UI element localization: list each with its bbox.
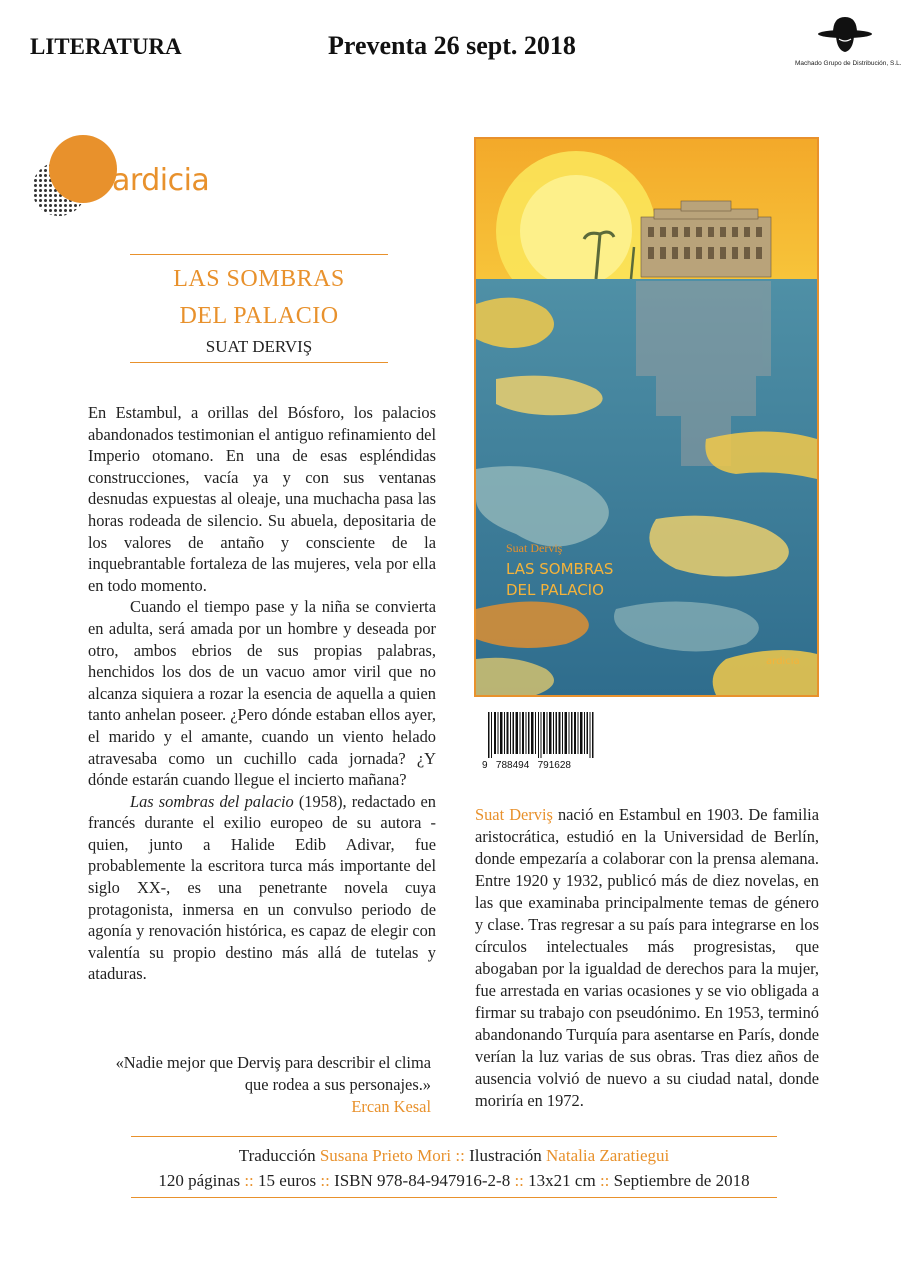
specs-line <box>131 1168 777 1193</box>
separator: :: <box>514 1171 524 1190</box>
cover-title <box>506 559 613 601</box>
synopsis-book-title: Las sombras del palacio <box>130 791 294 811</box>
isbn: ISBN 978-84-947916-2-8 <box>334 1171 511 1190</box>
release-date: Septiembre de 2018 <box>613 1171 750 1190</box>
cover-publisher: ardicia <box>766 656 800 667</box>
publisher-name: ardicia <box>112 163 210 198</box>
separator: :: <box>320 1171 330 1190</box>
quote-author: Ercan Kesal <box>351 1097 431 1116</box>
book-title-line1: LAS SOMBRAS <box>173 266 345 292</box>
price: 15 euros <box>258 1171 317 1190</box>
synopsis-paragraph-2: Cuando el tiempo pase y la niña se convierta en adulta, será amada por un hombre y deseada por otro, ambos ebrios de sus propias palabras, henchidos los dos de un vacuo amor viril que no alcanza siquiera a rozar la esencia de aquella a quien tanto anhelan poseer. ¿Pero dónde estaban ellos ayer, el marido y el amante, cuando un viento helado atravesaba como un cuchillo cada jornada? ¿Y dónde estarán cuando llegue el incierto mañana? <box>88 597 436 790</box>
illustrator-name: Natalia Zaratiegui <box>546 1146 670 1165</box>
barcode-bars <box>482 712 602 758</box>
synopsis <box>88 402 436 985</box>
credits-footer <box>131 1136 777 1198</box>
book-cover <box>474 137 819 697</box>
synopsis-paragraph-3 <box>88 791 436 985</box>
separator: :: <box>455 1146 465 1165</box>
barcode-digits: 9 788494 791628 <box>482 760 571 771</box>
synopsis-paragraph-3-text: (1958), redactado en francés durante el exilio europeo de su autora -quien, junto a Halide Edib Adivar, fue probablemente la escritora turca más importante del siglo XX-, es una penetrante novela cuya protagonista, inmersa en un convulso periodo de agonía y renovación histórica, es capaz de elegir con valentía su propio destino más allá de tutelas y ataduras. <box>88 791 436 984</box>
cover-title-line2: DEL PALACIO <box>506 581 604 599</box>
credits-line <box>131 1143 777 1168</box>
distributor-name: Machado Grupo de Distribución, S.L. <box>795 60 902 67</box>
distributor-logo <box>795 12 902 67</box>
publisher-logo <box>28 133 228 218</box>
author-bio <box>475 804 819 1112</box>
translator-name: Susana Prieto Mori <box>319 1146 452 1165</box>
bio-text: nació en Estambul en 1903. De familia aristocrática, estudió en la Universidad de Berlín, donde empezaría a colaborar con la prensa alemana. Entre 1920 y 1932, publicó más de diez novelas, en las que examinaba principalmente temas de género y clase. Tras regresar a su país para integrarse en los círculos intelectuales más progresistas, que abogaban por la igualdad de derechos para la mujer, fue arrestada en varias ocasiones y se vio obligada a firmar su trabajo con pseudónimo. En 1953, terminó abandonando Turquía para asentarse en París, donde verían la luz varias de sus obras. Tras diez años de ausencia volvió de nuevo a su ciudad natal, donde moriría en 1972. <box>475 805 819 1110</box>
synopsis-paragraph-1: En Estambul, a orillas del Bósforo, los palacios abandonados testimonian el antiguo refinamiento del Imperio otomano. En una de esas espléndidas construcciones, vacía ya y con sus ventanas desnudas expuestas al oleaje, una muchacha pasa las horas rodeada de silencio. Su abuela, depositaria de los valores de antaño y consciente de la inquebrantable fortaleza de las mujeres, vela por ella en todo momento. <box>88 403 436 595</box>
page-count: 120 páginas <box>158 1171 241 1190</box>
separator: :: <box>244 1171 254 1190</box>
bio-author-name: Suat Derviş <box>475 805 553 824</box>
cover-author: Suat Derviş <box>506 541 563 555</box>
section-label: LITERATURA <box>30 34 182 59</box>
presale-date: Preventa 26 sept. 2018 <box>328 31 576 60</box>
press-quote <box>100 1052 431 1118</box>
title-block <box>130 254 388 363</box>
book-author: SUAT DERVIŞ <box>205 337 313 356</box>
translation-label: Traducción <box>238 1146 316 1165</box>
isbn-barcode <box>482 712 602 772</box>
hat-man-icon <box>815 12 875 56</box>
cover-title-line1: LAS SOMBRAS <box>506 560 614 578</box>
book-title-line2: DEL PALACIO <box>179 303 339 329</box>
quote-text: «Nadie mejor que Derviş para describir el clima que rodea a sus personajes.» <box>115 1053 431 1094</box>
illustration-label: Ilustración <box>469 1146 542 1165</box>
palace <box>641 201 771 277</box>
separator: :: <box>599 1171 610 1190</box>
book-size: 13x21 cm <box>528 1171 596 1190</box>
cover-illustration <box>476 139 817 695</box>
